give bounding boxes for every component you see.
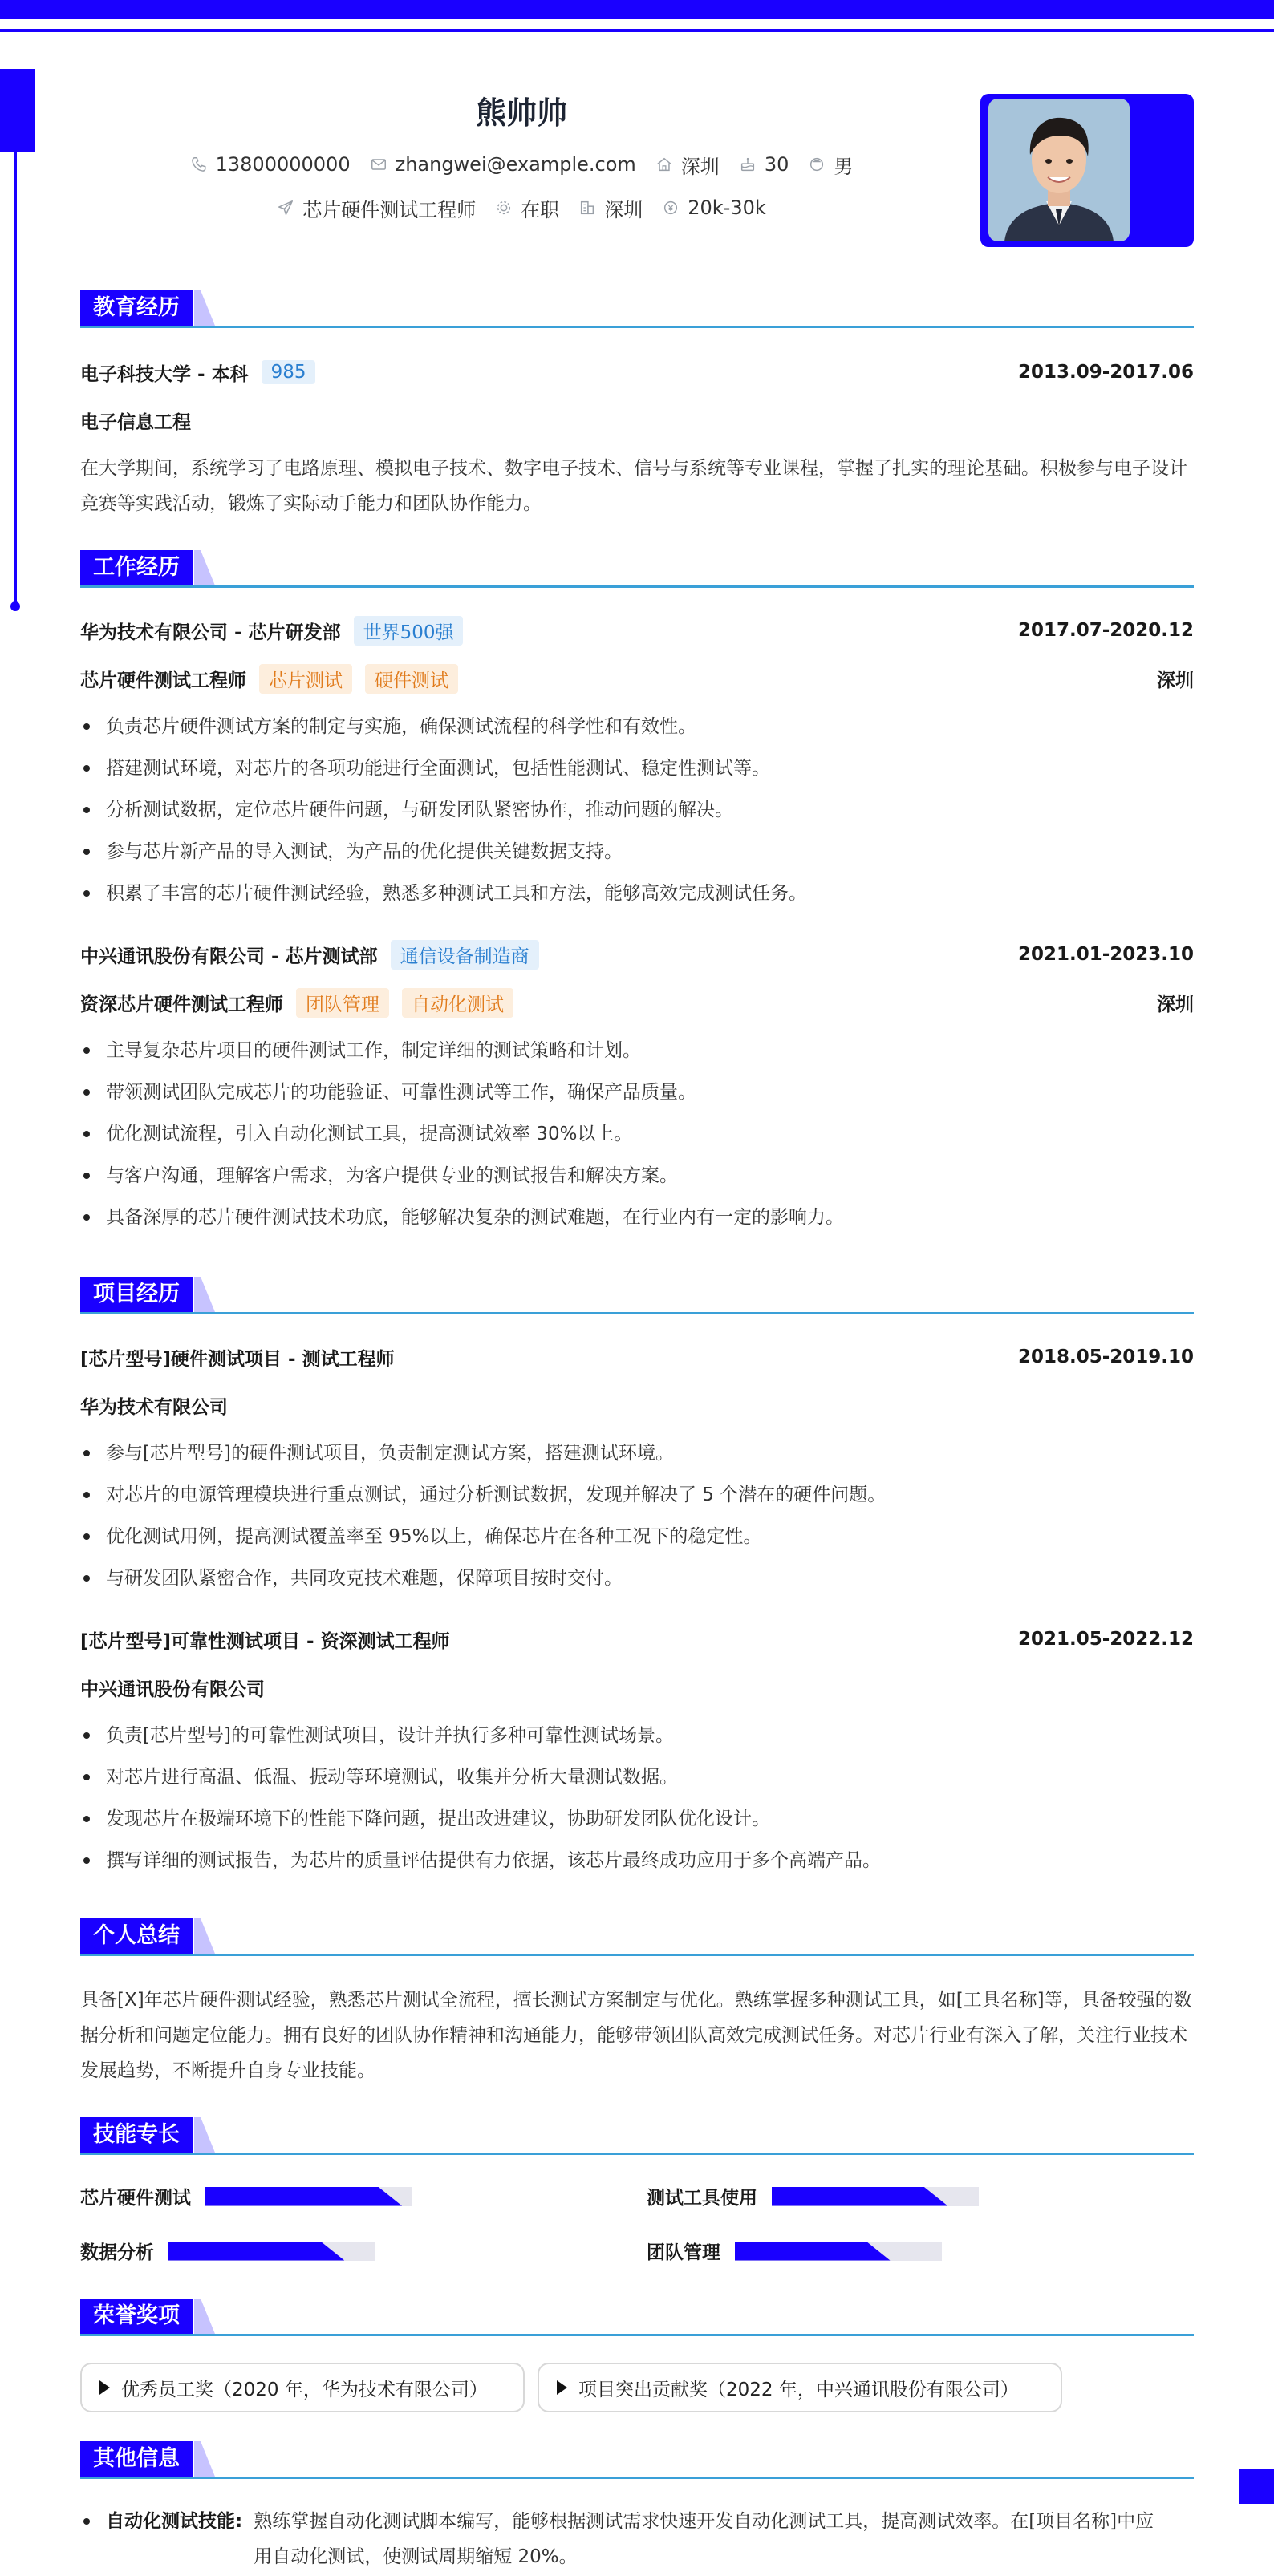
other-label: 自动化测试技能:	[106, 2511, 243, 2532]
section-title: 个人总结	[80, 1918, 193, 1954]
profile-photo-frame	[980, 94, 1194, 247]
section-underline	[80, 326, 1194, 328]
home-icon	[655, 156, 673, 173]
mail-icon	[370, 156, 387, 173]
section-underline	[80, 1954, 1194, 1956]
other-text: 熟练掌握自动化测试脚本编写，能够根据测试需求快速开发自动化测试工具，提高测试效率。在[项目名称]中应用自动化测试，使测试周期缩短 20%。	[254, 2511, 1154, 2567]
skill-bar	[205, 2187, 412, 2206]
position-text: 芯片硬件测试工程师	[302, 198, 477, 221]
bullet-dot	[80, 2504, 106, 2574]
major-name: 电子信息工程	[80, 411, 191, 433]
hometown-info	[655, 151, 720, 179]
section-title: 教育经历	[80, 290, 193, 326]
resume-header	[80, 88, 963, 228]
phone-icon	[190, 156, 208, 173]
other-info-list	[80, 2504, 1194, 2574]
job-bullets	[80, 706, 1194, 914]
company-name: 华为技术有限公司 - 芯片研发部	[80, 622, 341, 643]
list-item	[80, 2504, 1194, 2574]
list-item: 积累了丰富的芯片硬件测试经验，熟悉多种测试工具和方法，能够高效完成测试任务。	[80, 873, 1194, 914]
list-item: 对芯片进行高温、低温、振动等环境测试，收集并分析大量测试数据。	[80, 1756, 1194, 1798]
project-bullets	[80, 1432, 1194, 1599]
honor-text: 优秀员工奖（2020 年，华为技术有限公司）	[121, 2379, 488, 2400]
gender-icon	[808, 156, 826, 173]
education-period: 2013.09-2017.06	[1017, 362, 1194, 383]
section-title-tail	[194, 1918, 215, 1954]
money-icon	[662, 199, 680, 217]
candidate-name: 熊帅帅	[475, 95, 567, 131]
status-text: 在职	[521, 198, 560, 221]
job-header-row	[80, 614, 1194, 646]
list-item: 撰写详细的测试报告，为芯片的质量评估提供有力依据，该芯片最终成功应用于多个高端产品。	[80, 1840, 1194, 1881]
salary-text: 20k-30k	[688, 196, 766, 219]
section-underline	[80, 585, 1194, 588]
job-period: 2021.01-2023.10	[1017, 944, 1194, 965]
section-other	[80, 2441, 1194, 2481]
section-title: 工作经历	[80, 550, 193, 585]
skill-bar-fill	[168, 2242, 344, 2261]
city-text: 深圳	[604, 198, 643, 221]
section-title: 其他信息	[80, 2441, 193, 2477]
list-item: 负责[芯片型号]的可靠性测试项目，设计并执行多种可靠性测试场景。	[80, 1715, 1194, 1756]
job-role: 资深芯片硬件测试工程师	[80, 994, 283, 1015]
section-work	[80, 550, 1194, 590]
contact-row	[80, 144, 963, 184]
project-period: 2021.05-2022.12	[1017, 1629, 1194, 1650]
email-text: zhangwei@example.com	[395, 153, 636, 176]
gender-text: 男	[834, 155, 854, 178]
list-item: 负责芯片硬件测试方案的制定与实施，确保测试流程的科学性和有效性。	[80, 706, 1194, 747]
role-tag: 硬件测试	[365, 664, 458, 694]
project-org-row	[80, 1671, 1194, 1703]
skill-item	[647, 2238, 942, 2264]
education-description: 在大学期间，系统学习了电路原理、模拟电子技术、数字电子技术、信号与系统等专业课程，掌握了扎实的理论基础。积极参与电子设计竞赛等实践活动，锻炼了实际动手能力和团队协作能力。	[80, 458, 1187, 514]
skill-item	[80, 2238, 375, 2264]
section-skills	[80, 2117, 1194, 2157]
list-item: 发现芯片在极端环境下的性能下降问题，提出改进建议，协助研发团队优化设计。	[80, 1798, 1194, 1840]
project-header-row	[80, 1341, 1194, 1373]
skill-bar	[168, 2242, 375, 2261]
section-honors	[80, 2299, 1194, 2339]
list-item: 与研发团队紧密合作，共同攻克技术难题，保障项目按时交付。	[80, 1557, 1194, 1599]
gender-info	[808, 151, 853, 179]
job-intent-row	[80, 188, 963, 228]
section-underline	[80, 2334, 1194, 2336]
building-icon	[578, 199, 596, 217]
section-title-tail	[194, 1277, 215, 1312]
section-title-tail	[194, 2441, 215, 2477]
skill-name: 团队管理	[647, 2242, 720, 2263]
section-underline	[80, 1312, 1194, 1314]
age-info	[739, 153, 789, 176]
section-title: 荣誉奖项	[80, 2299, 193, 2334]
list-item: 分析测试数据，定位芯片硬件问题，与研发团队紧密协作，推动问题的解决。	[80, 789, 1194, 831]
skill-name: 测试工具使用	[647, 2188, 757, 2209]
status-info	[495, 194, 559, 222]
skill-item	[647, 2183, 979, 2209]
list-item: 优化测试流程，引入自动化测试工具，提高测试效率 30%以上。	[80, 1113, 1194, 1155]
skill-bar-fill	[772, 2187, 947, 2206]
section-title: 项目经历	[80, 1277, 193, 1312]
project-org-row	[80, 1389, 1194, 1421]
job-role-row	[80, 986, 1194, 1019]
role-tag: 自动化测试	[402, 988, 513, 1018]
role-tag: 芯片测试	[259, 664, 352, 694]
section-title-tail	[194, 290, 215, 326]
section-underline	[80, 2153, 1194, 2155]
left-timeline-rail	[14, 149, 17, 606]
job-location: 深圳	[1157, 994, 1194, 1015]
list-item: 具备深厚的芯片硬件测试技术功底，能够解决复杂的测试难题，在行业内有一定的影响力。	[80, 1197, 1194, 1238]
phone-text: 13800000000	[215, 153, 351, 176]
honor-text: 项目突出贡献奖（2022 年，中兴通讯股份有限公司）	[578, 2379, 1019, 2400]
school-tag: 985	[262, 360, 316, 384]
honors-list	[80, 2363, 1194, 2412]
email-info	[370, 153, 636, 176]
honor-card	[80, 2363, 525, 2412]
role-tag: 团队管理	[296, 988, 389, 1018]
project-bullets	[80, 1715, 1194, 1881]
major-row	[80, 404, 1194, 436]
project-org: 中兴通讯股份有限公司	[80, 1679, 265, 1700]
skill-bar-fill	[205, 2187, 402, 2206]
skill-name: 芯片硬件测试	[80, 2188, 191, 2209]
cake-icon	[739, 156, 757, 173]
school-name: 电子科技大学 - 本科	[80, 363, 249, 385]
portrait-illustration	[988, 99, 1130, 241]
phone-info	[190, 153, 351, 176]
left-accent-tab	[0, 69, 35, 152]
company-name: 中兴通讯股份有限公司 - 芯片测试部	[80, 946, 378, 967]
list-item: 对芯片的电源管理模块进行重点测试，通过分析测试数据，发现并解决了 5 个潜在的硬件问题。	[80, 1474, 1194, 1516]
honor-card	[538, 2363, 1062, 2412]
list-item: 搭建测试环境，对芯片的各项功能进行全面测试，包括性能测试、稳定性测试等。	[80, 747, 1194, 789]
list-item: 优化测试用例，提高测试覆盖率至 95%以上，确保芯片在各种工况下的稳定性。	[80, 1516, 1194, 1557]
skill-name: 数据分析	[80, 2242, 154, 2263]
city-info	[578, 194, 643, 222]
project-header-row	[80, 1623, 1194, 1655]
education-header-row	[80, 356, 1194, 388]
salary-info	[662, 196, 766, 219]
skill-bar-fill	[735, 2242, 891, 2261]
company-tag: 通信设备制造商	[391, 940, 539, 970]
profile-photo	[988, 99, 1130, 241]
status-gear-icon	[495, 199, 513, 217]
section-title-tail	[194, 2299, 215, 2334]
job-header-row	[80, 938, 1194, 970]
company-tag: 世界500强	[354, 616, 464, 646]
section-title-tail	[194, 2117, 215, 2153]
list-item: 带领测试团队完成芯片的功能验证、可靠性测试等工作，确保产品质量。	[80, 1071, 1194, 1113]
skill-bar	[735, 2242, 942, 2261]
summary-text: 具备[X]年芯片硬件测试经验，熟悉芯片测试全流程，擅长测试方案制定与优化。熟练掌握多种测试工具，如[工具名称]等，具备较强的数据分析和问题定位能力。拥有良好的团队协作精神和沟通能力，能够带领团队高效完成测试任务。对芯片行业有深入了解，关注行业技术发展趋势，不断提升自身专业技能。	[80, 1990, 1192, 2081]
job-role-row	[80, 662, 1194, 695]
section-projects	[80, 1277, 1194, 1317]
section-summary	[80, 1918, 1194, 1958]
project-title: [芯片型号]可靠性测试项目 - 资深测试工程师	[80, 1630, 450, 1652]
job-bullets	[80, 1030, 1194, 1238]
list-item: 主导复杂芯片项目的硬件测试工作，制定详细的测试策略和计划。	[80, 1030, 1194, 1071]
project-title: [芯片型号]硬件测试项目 - 测试工程师	[80, 1348, 395, 1370]
play-arrow-icon	[99, 2380, 110, 2395]
hometown-text: 深圳	[680, 155, 720, 178]
section-underline	[80, 2477, 1194, 2479]
project-org: 华为技术有限公司	[80, 1396, 228, 1418]
job-role: 芯片硬件测试工程师	[80, 670, 246, 691]
top-accent-bar	[0, 0, 1274, 19]
list-item: 参与[芯片型号]的硬件测试项目，负责制定测试方案，搭建测试环境。	[80, 1432, 1194, 1474]
position-info	[277, 194, 476, 222]
project-period: 2018.05-2019.10	[1017, 1347, 1194, 1367]
section-title: 技能专长	[80, 2117, 193, 2153]
skill-bar	[772, 2187, 979, 2206]
top-accent-line	[0, 29, 1274, 32]
section-education	[80, 290, 1194, 330]
skill-item	[80, 2183, 412, 2209]
right-accent-tab	[1239, 2469, 1274, 2504]
age-text: 30	[764, 153, 789, 176]
paper-plane-icon	[277, 199, 294, 217]
section-title-tail	[194, 550, 215, 585]
job-location: 深圳	[1157, 670, 1194, 691]
job-period: 2017.07-2020.12	[1017, 620, 1194, 641]
list-item: 与客户沟通，理解客户需求，为客户提供专业的测试报告和解决方案。	[80, 1155, 1194, 1197]
list-item: 参与芯片新产品的导入测试，为产品的优化提供关键数据支持。	[80, 831, 1194, 873]
left-timeline-dot	[10, 601, 20, 611]
play-arrow-icon	[557, 2380, 567, 2395]
